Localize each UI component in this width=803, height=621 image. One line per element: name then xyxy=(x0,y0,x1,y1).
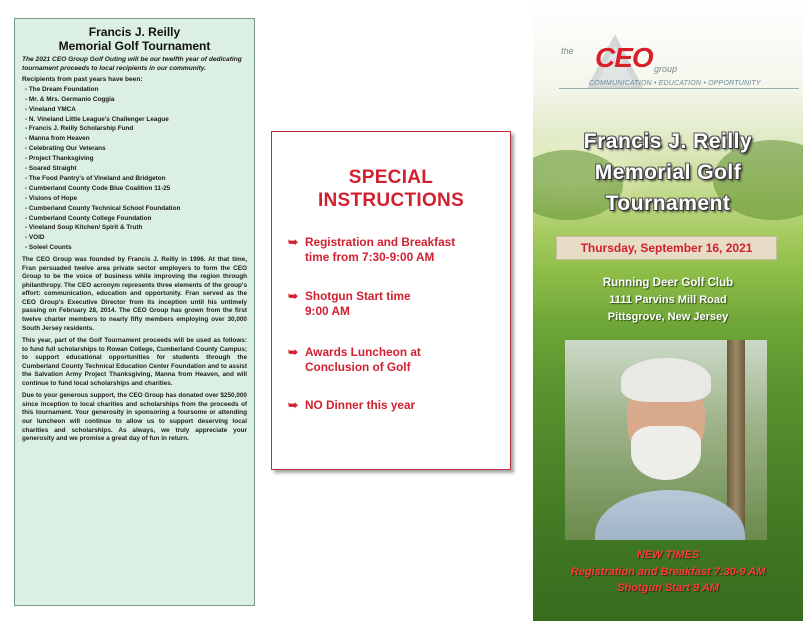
list-item: - Visions of Hope xyxy=(25,194,78,202)
logo-divider xyxy=(559,88,799,89)
list-item: - Vineland Soup Kitchen/ Spirit & Truth xyxy=(25,224,143,232)
list-item: - N. Vineland Little League's Challenger League xyxy=(25,115,169,123)
instruction-item-registration xyxy=(288,235,504,265)
venue-info xyxy=(533,275,803,326)
venue-name: Running Deer Golf Club xyxy=(602,277,734,289)
panel-title-line1: Francis J. Reilly xyxy=(88,25,181,39)
instruction-line2: Conclusion of Golf xyxy=(305,360,411,374)
recipients-list xyxy=(22,85,247,253)
list-item: - Manna from Heaven xyxy=(25,135,90,143)
list-item: - Vineland YMCA xyxy=(25,105,76,113)
arrow-icon: ➥ xyxy=(288,398,298,412)
list-item: - The Food Pantry's of Vineland and Bridgeton xyxy=(25,174,166,182)
list-item: - The Dream Foundation xyxy=(25,85,99,93)
venue-address-line2: Pittsgrove, New Jersey xyxy=(607,311,729,323)
new-times-shotgun: Shotgun Start 9 AM xyxy=(617,582,719,594)
instruction-line2: 9:00 AM xyxy=(305,304,350,318)
instruction-item-luncheon xyxy=(288,345,504,375)
photo-hair xyxy=(621,358,711,402)
list-item: - Project Thanksgiving xyxy=(25,155,94,163)
instruction-item-dinner xyxy=(288,398,504,413)
photo-shirt xyxy=(595,490,745,540)
list-item: - Cumberland County College Foundation xyxy=(25,214,152,222)
logo-ceo: CEO xyxy=(595,42,653,73)
left-info-panel xyxy=(14,18,255,606)
logo-group: group xyxy=(654,64,678,74)
list-item: - Celebrating Our Veterans xyxy=(25,145,106,153)
list-item: - Soared Straight xyxy=(25,165,77,173)
cover-title-line3: Tournament xyxy=(605,192,731,215)
arrow-icon: ➥ xyxy=(288,235,298,249)
history-paragraph: The CEO Group was founded by Francis J. Reilly in 1996. At that time, Fran persuaded twelve area private sector employers to form the CEO Group to be the voice of business while improving the region through philanthropy. The CEO acronym represents three elements of the group's effort: communication, education and opportunity. Fran served as the CEO Group's Executive Director from its inception until his untimely passing on February 28, 2014. The CEO Group has grown from the first twelve charter members to nearly fifty members employing over 30,000 South Jersey residents. xyxy=(22,256,247,332)
instruction-line1: Shotgun Start time xyxy=(305,289,411,303)
list-item: - Francis J. Reilly Scholarship Fund xyxy=(25,125,134,133)
special-instructions-box xyxy=(271,131,511,470)
instruction-item-shotgun xyxy=(288,289,504,319)
cover-title-line1: Francis J. Reilly xyxy=(583,130,753,153)
new-times-notice xyxy=(533,547,803,597)
ceo-group-logo xyxy=(559,30,799,100)
intro-text: The 2021 CEO Group Golf Outing will be our twelfth year of dedicating tournament proceeds to local recipients in our community. xyxy=(22,56,242,72)
panel-title xyxy=(22,25,247,53)
event-date-banner: Thursday, September 16, 2021 xyxy=(556,236,777,260)
arrow-icon: ➥ xyxy=(288,345,298,359)
cover-title xyxy=(533,126,803,219)
instruction-line2: time from 7:30-9:00 AM xyxy=(305,250,435,264)
instruction-line1: Registration and Breakfast xyxy=(305,235,456,249)
list-item: - VOID xyxy=(25,234,45,242)
cover-title-line2: Memorial Golf xyxy=(594,161,742,184)
new-times-heading: NEW TIMES xyxy=(636,549,700,561)
recipients-heading: Recipients from past years have been: xyxy=(22,76,143,84)
special-instructions-title xyxy=(272,166,510,212)
logo-tagline: COMMUNICATION • EDUCATION • OPPORTUNITY xyxy=(589,80,761,87)
honoree-photo xyxy=(565,340,767,540)
support-paragraph: Due to your generous support, the CEO Group has donated over $250,000 since inception to local charities and scholarships from the proceeds of this tournament. Your generosity in sponsoring a foursome or attending our luncheon will continue to allow us to support deserving local charities and scholarships. As always, we truly appreciate your generosity and we promise a great day of fun in return. xyxy=(22,392,247,443)
new-times-registration: Registration and Breakfast 7:30-9 AM xyxy=(570,565,766,578)
proceeds-paragraph: This year, part of the Golf Tournament proceeds will be used as follows: to fund full scholarships to Rowan College, Cumberland County Campus; to support educational opportunities for students through the Cumberland County Technical Education Center Foundation and to assist the Salvation Army Project Thanksgiving, Manna from Heaven, and will continue to fund local scholarships and charities. xyxy=(22,337,247,387)
list-item: - Soleel Counts xyxy=(25,244,72,252)
arrow-icon: ➥ xyxy=(288,289,298,303)
venue-address-line1: 1111 Parvins Mill Road xyxy=(609,294,727,306)
instruction-line1: Awards Luncheon at xyxy=(305,345,421,359)
logo-the: the xyxy=(561,46,574,56)
cover-panel xyxy=(533,0,803,621)
instruction-line1: NO Dinner this year xyxy=(305,398,416,412)
list-item: - Cumberland County Technical School Foundation xyxy=(25,204,181,212)
panel-title-line2: Memorial Golf Tournament xyxy=(58,39,211,53)
special-title-line1: SPECIAL xyxy=(348,167,434,188)
photo-beard xyxy=(631,426,701,480)
list-item: - Cumberland County Code Blue Coalition 11-25 xyxy=(25,184,171,192)
special-title-line2: INSTRUCTIONS xyxy=(317,190,465,211)
list-item: - Mr. & Mrs. Germanio Coggia xyxy=(25,95,115,103)
